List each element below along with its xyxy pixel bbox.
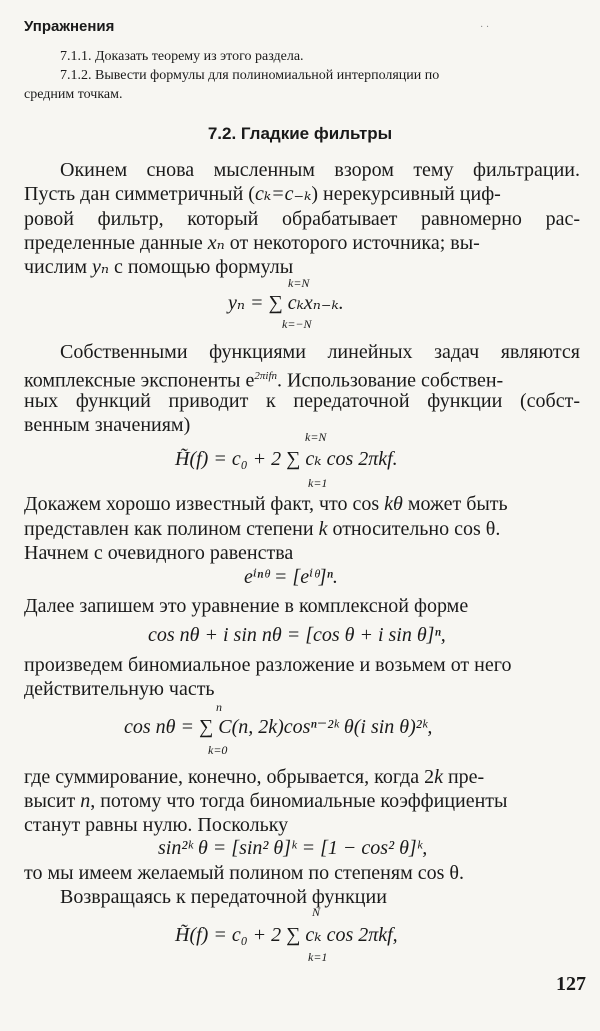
- math-ktheta: kθ: [384, 493, 403, 515]
- formula-6: sin²ᵏ θ = [sin² θ]ᵏ = [1 − cos² θ]ᵏ,: [158, 837, 428, 859]
- p3-line1-a: Докажем хорошо известный факт, что cos: [24, 493, 385, 515]
- p6-line1-b: пре-: [442, 766, 485, 788]
- p6-line2-b: , потому что тогда биномиальные коэффициенты: [90, 790, 508, 812]
- f5-lower-limit: k=0: [208, 743, 228, 757]
- p6-line3: станут равны нулю. Поскольку: [24, 814, 289, 836]
- f2-lower-limit: k=1: [308, 476, 328, 490]
- p5-line1: произведем биномиальное разложение и возьмем от него: [24, 654, 512, 676]
- p6-line1: [24, 765, 580, 790]
- page-number: 127: [556, 973, 586, 995]
- f1-lower-limit: k=−N: [282, 317, 312, 331]
- p2-line3: ных функций приводит к передаточной функции (собст-: [24, 390, 580, 412]
- p7-line1: то мы имеем желаемый полином по степеням cos θ.: [24, 862, 464, 884]
- exercise-7-1-2-cont: средним точкам.: [24, 87, 123, 102]
- f7-upper-limit: N: [312, 905, 321, 919]
- p1-line4: [24, 231, 580, 256]
- p1-line5-b: с помощью формулы: [108, 256, 294, 278]
- p8-line1: Возвращаясь к передаточной функции: [60, 886, 387, 908]
- math-symmetry: cₖ=c₋ₖ: [254, 183, 312, 205]
- f7-lower-limit: k=1: [308, 950, 328, 964]
- formula-4: cos nθ + i sin nθ = [cos θ + i sin θ]ⁿ,: [148, 624, 446, 646]
- formula-7: H̃(f) = c₀ + 2 ∑ cₖ cos 2πkf,: [175, 924, 398, 946]
- p1-line4-b: от некоторого источника; вы-: [224, 232, 480, 254]
- formula-2: H̃(f) = c₀ + 2 ∑ cₖ cos 2πkf.: [175, 448, 398, 470]
- p3-line2: [24, 517, 580, 542]
- f1-upper-limit: k=N: [288, 276, 310, 290]
- p3-line1-b: может быть: [402, 493, 508, 515]
- p1-line5-a: числим: [24, 256, 92, 278]
- p3-line3: Начнем с очевидного равенства: [24, 542, 294, 564]
- math-k-2: k: [434, 766, 443, 788]
- math-k: k: [318, 518, 328, 540]
- math-yn: yₙ: [91, 256, 109, 278]
- p2-line2-a: комплексные экспоненты e: [24, 369, 255, 392]
- p6-line1-a: где суммирование, конечно, обрывается, когда 2: [24, 766, 435, 788]
- scan-mark: · ·: [480, 22, 490, 33]
- exercise-7-1-2: 7.1.2. Вывести формулы для полиномиальной интерполяции по: [60, 68, 440, 83]
- f2-upper-limit: k=N: [305, 430, 327, 444]
- p1-line3: ровой фильтр, который обрабатывает равномерно рас-: [24, 208, 580, 230]
- p2-line2-b: . Использование собствен-: [277, 369, 504, 392]
- p6-line2-a: высит: [24, 790, 81, 812]
- p6-line2: [24, 789, 580, 814]
- exercises-heading: Упражнения: [24, 18, 115, 35]
- p3-line2-b: относительно cos θ.: [327, 518, 501, 540]
- p1-line2-a: Пусть дан симметричный (: [24, 183, 255, 205]
- section-title: 7.2. Гладкие фильтры: [207, 124, 393, 143]
- p3-line1: [24, 492, 580, 517]
- p2-line1: Собственными функциями линейных задач являются: [60, 341, 580, 363]
- formula-5: cos nθ = ∑ C(n, 2k)cosⁿ⁻²ᵏ θ(i sin θ)²ᵏ,: [124, 716, 433, 738]
- p4-line1: Далее запишем это уравнение в комплексной форме: [24, 595, 469, 617]
- p1-line2-b: ) нерекурсивный циф-: [311, 183, 501, 205]
- f5-upper-limit: n: [216, 700, 222, 714]
- math-n: n: [80, 790, 91, 812]
- p3-line2-a: представлен как полином степени: [24, 518, 319, 540]
- p1-line1: Окинем снова мысленным взором тему фильтрации.: [60, 159, 580, 181]
- exercise-7-1-1: 7.1.1. Доказать теорему из этого раздела.: [60, 49, 304, 64]
- math-xn: xₙ: [207, 232, 225, 254]
- formula-3: eⁱⁿᶿ = [eⁱᶿ]ⁿ.: [244, 566, 338, 588]
- p1-line4-a: пределенные данные: [24, 232, 208, 254]
- formula-1: yₙ = ∑ cₖxₙ₋ₖ.: [228, 292, 344, 314]
- p2-line4: венным значениям): [24, 414, 191, 436]
- p5-line2: действительную часть: [24, 678, 215, 700]
- math-exp-power: 2πifn: [254, 370, 277, 382]
- p1-line2: [24, 182, 580, 207]
